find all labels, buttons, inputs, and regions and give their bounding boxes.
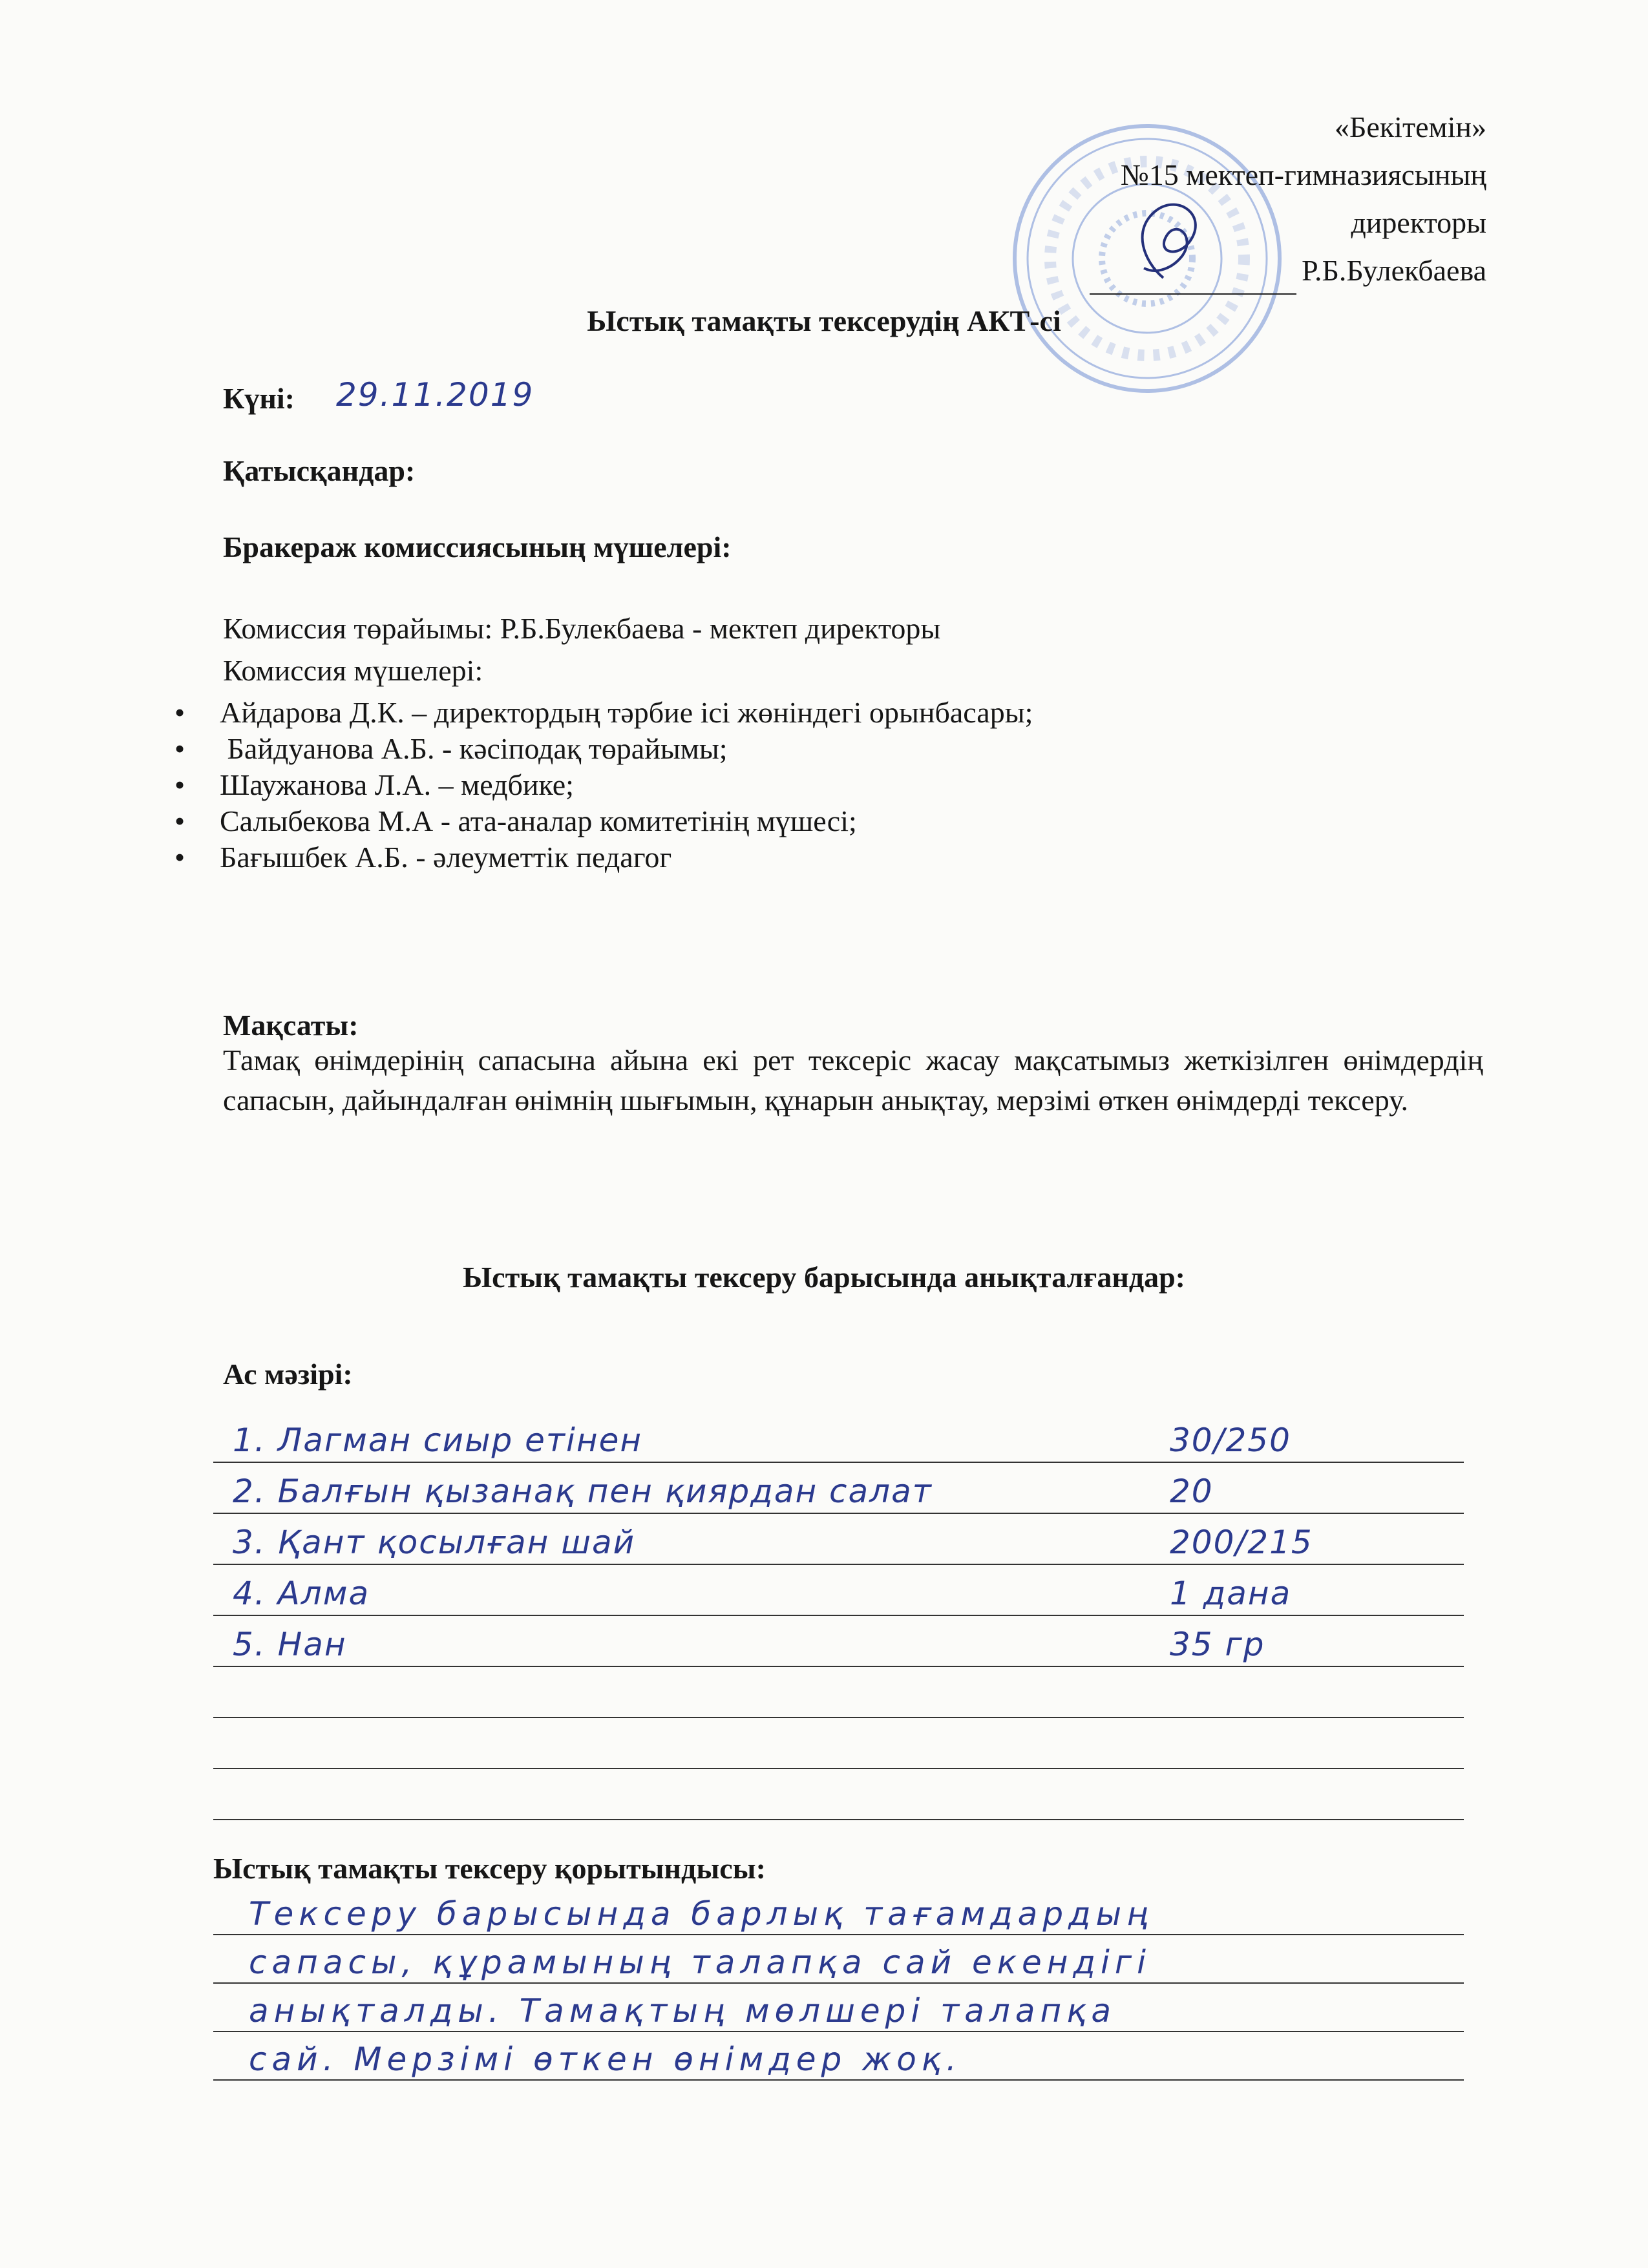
menu-item-text: 1. Лагман сиыр етінен	[233, 1422, 643, 1459]
bullet-icon: •	[174, 768, 185, 801]
members-list	[174, 695, 1033, 876]
conclusion-lines	[213, 1887, 1464, 2081]
document-title: Ыстық тамақты тексерудің АКТ-сі	[587, 304, 1061, 337]
conclusion-label: Ыстық тамақты тексеру қорытындысы:	[213, 1852, 766, 1885]
list-item	[213, 1616, 1464, 1667]
member-name: Байдуанова А.Б. - кәсіподақ төрайымы;	[220, 732, 728, 765]
approval-block	[1090, 103, 1486, 295]
list-item	[174, 731, 1033, 767]
member-name: Бағышбек А.Б. - әлеуметтік педагог	[220, 841, 672, 874]
member-name: Айдарова Д.К. – директордың тәрбие ісі жөніндегі орынбасары;	[220, 696, 1033, 729]
menu-item-qty: 30/250	[1170, 1422, 1291, 1459]
approval-school: №15 мектеп-гимназиясының	[1120, 158, 1486, 191]
menu-item-text: 3. Қант қосылған шай	[233, 1524, 636, 1561]
bullet-icon: •	[174, 841, 185, 874]
list-item	[174, 767, 1033, 803]
conclusion-line	[213, 1984, 1464, 2032]
list-item	[213, 1463, 1464, 1514]
conclusion-text: анықталды. Тамақтың мөлшері талапқа	[249, 1992, 1117, 2030]
menu-item-qty: 35 гр	[1170, 1626, 1265, 1663]
list-item	[213, 1412, 1464, 1463]
bullet-icon: •	[174, 732, 185, 765]
list-item	[174, 803, 1033, 839]
menu-item-text: 2. Балғын қызанақ пен қиярдан салат	[233, 1473, 933, 1510]
conclusion-text: Тексеру барысында барлық тағамдардың	[249, 1895, 1154, 1933]
menu-item-text: 5. Нан	[233, 1626, 347, 1663]
member-name: Салыбекова М.А - ата-аналар комитетінің мүшесі;	[220, 804, 857, 837]
menu-item-qty: 1 дана	[1170, 1575, 1292, 1612]
list-item	[213, 1514, 1464, 1565]
commission-label: Бракераж комиссиясының мүшелері:	[223, 530, 732, 563]
bullet-icon: •	[174, 804, 185, 837]
findings-title: Ыстық тамақты тексеру барысында анықталғандар:	[463, 1261, 1185, 1294]
participants-label: Қатысқандар:	[223, 454, 416, 487]
menu-list	[213, 1412, 1464, 1820]
conclusion-text: сапасы, құрамының талапқа сай екендігі	[249, 1944, 1152, 1981]
menu-label: Ас мәзірі:	[223, 1358, 353, 1391]
conclusion-line	[213, 1935, 1464, 1984]
approval-heading: «Бекітемін»	[1335, 110, 1486, 143]
blank-line	[213, 1769, 1464, 1820]
bullet-icon: •	[174, 696, 185, 729]
conclusion-text: сай. Мерзімі өткен өнімдер жоқ.	[249, 2041, 962, 2078]
purpose-text: Тамақ өнімдерінің сапасына айына екі рет тексеріс жасау мақсатымыз жеткізілген өнімдердің сапасын, дайындалған өнімнің шығымын, құнарын анықтау, мерзімі өткен өнімдерді тексеру.	[223, 1044, 1483, 1117]
date-label: Күні:	[223, 382, 295, 415]
commission-chair: Комиссия төрайымы: Р.Б.Булекбаева - мектеп директоры	[223, 612, 941, 645]
list-item	[213, 1565, 1464, 1616]
approval-name: Р.Б.Булекбаева	[1302, 254, 1486, 287]
list-item	[174, 695, 1033, 731]
members-label: Комиссия мүшелері:	[223, 654, 483, 687]
conclusion-line	[213, 2032, 1464, 2081]
menu-item-text: 4. Алма	[233, 1575, 370, 1612]
blank-line	[213, 1718, 1464, 1769]
approval-position: директоры	[1351, 206, 1486, 239]
list-item	[174, 839, 1033, 876]
purpose-label: Мақсаты:	[223, 1009, 359, 1042]
blank-line	[213, 1667, 1464, 1718]
approval-signature-row	[1090, 247, 1486, 295]
signature-line	[1090, 261, 1296, 295]
menu-item-qty: 20	[1170, 1473, 1214, 1510]
menu-item-qty: 200/215	[1170, 1524, 1313, 1561]
member-name: Шаужанова Л.А. – медбике;	[220, 768, 574, 801]
conclusion-line	[213, 1887, 1464, 1935]
date-value: 29.11.2019	[336, 376, 534, 414]
